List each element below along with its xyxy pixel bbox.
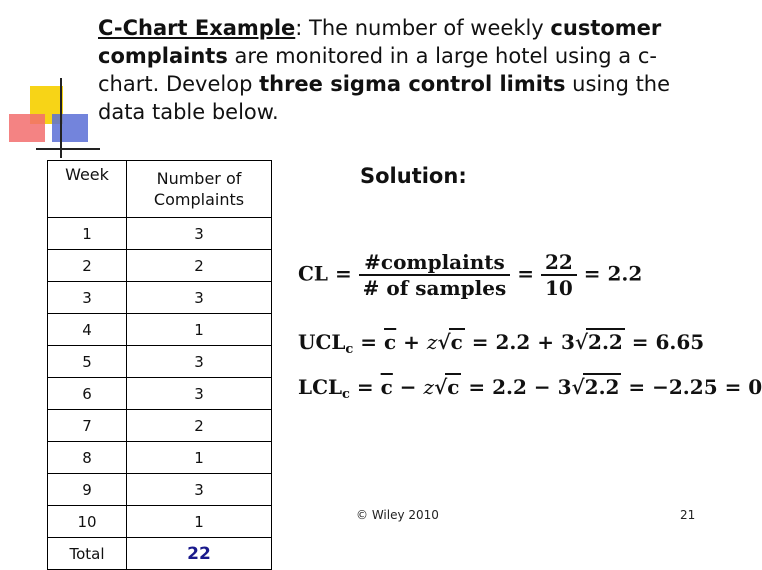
header-complaints-line1: Number of xyxy=(156,169,242,188)
title-text-3: using the data table below. xyxy=(98,72,671,124)
week-cell: 1 xyxy=(48,218,127,250)
lcl-sqrt-c: c xyxy=(447,375,460,399)
logo-vertical-line xyxy=(60,78,62,158)
table-row xyxy=(48,442,272,474)
total-value: 22 xyxy=(127,538,272,570)
ucl-equals: = xyxy=(353,330,385,354)
header-week: Week xyxy=(48,161,127,218)
lcl-expr: = 2.2 − 3 xyxy=(461,375,572,399)
cl-denominator: # of samples xyxy=(362,276,507,300)
table-row xyxy=(48,282,272,314)
header-complaints-line2: Complaints xyxy=(153,190,245,209)
count-cell: 1 xyxy=(127,314,272,346)
count-cell: 2 xyxy=(127,250,272,282)
count-cell: 2 xyxy=(127,410,272,442)
page-number: 21 xyxy=(680,508,696,522)
lcl-label: LCL xyxy=(298,375,343,399)
total-label: Total xyxy=(48,538,127,570)
count-cell: 3 xyxy=(127,474,272,506)
title-example-label: C-Chart Example xyxy=(98,16,296,40)
ucl-sqrt-c: c xyxy=(450,330,463,354)
logo-red-square xyxy=(9,114,45,142)
table-row xyxy=(48,250,272,282)
slide-title xyxy=(98,14,708,126)
week-cell: 8 xyxy=(48,442,127,474)
table-row xyxy=(48,218,272,250)
table-row xyxy=(48,410,272,442)
ucl-subscript: c xyxy=(345,342,354,357)
count-cell: 3 xyxy=(127,218,272,250)
lcl-subscript: c xyxy=(342,387,350,402)
week-cell: 7 xyxy=(48,410,127,442)
ucl-result: = 6.65 xyxy=(624,330,705,354)
lcl-z: z xyxy=(423,375,435,399)
week-cell: 9 xyxy=(48,474,127,506)
title-text-1: : The number of weekly xyxy=(295,16,551,40)
ucl-label: UCL xyxy=(298,330,346,354)
footer-copyright: © Wiley 2010 xyxy=(356,508,439,522)
count-cell: 1 xyxy=(127,506,272,538)
week-cell: 2 xyxy=(48,250,127,282)
title-bold-limits: three sigma control limits xyxy=(259,72,566,96)
cl-fraction-1 xyxy=(359,250,511,300)
table-header-row xyxy=(48,161,272,218)
week-cell: 5 xyxy=(48,346,127,378)
count-cell: 3 xyxy=(127,282,272,314)
lcl-equals: = xyxy=(349,375,381,399)
table-row xyxy=(48,474,272,506)
week-cell: 3 xyxy=(48,282,127,314)
table-row xyxy=(48,378,272,410)
table-row xyxy=(48,314,272,346)
lcl-sqrt-value: 2.2 xyxy=(584,375,620,399)
cl-numerator-2: 22 xyxy=(541,250,577,276)
count-cell: 1 xyxy=(127,442,272,474)
table-row xyxy=(48,346,272,378)
cl-numerator: #complaints xyxy=(359,250,511,276)
count-cell: 3 xyxy=(127,346,272,378)
cl-equals: = xyxy=(517,261,534,286)
lcl-formula: $LCL_c = \overline{c} - z√c = 2.2 - 3√2.2 = -2.25 = 0$ xyxy=(298,375,762,402)
ucl-plus: + xyxy=(396,330,427,354)
logo-blue-square xyxy=(52,114,88,142)
center-line-formula xyxy=(298,250,642,300)
ucl-z: z xyxy=(426,330,438,354)
title-text-2: are monitored in a large hotel using a c-chart. Develop xyxy=(98,44,657,96)
cl-result: = 2.2 xyxy=(583,261,643,286)
lcl-result: = −2.25 = 0 xyxy=(621,375,762,399)
cl-fraction-2 xyxy=(541,250,577,300)
lcl-minus: − xyxy=(392,375,424,399)
table-total-row xyxy=(48,538,272,570)
week-cell: 10 xyxy=(48,506,127,538)
ucl-sqrt-value: 2.2 xyxy=(588,330,623,354)
table-row xyxy=(48,506,272,538)
lcl-cbar: $\overline{c}$ xyxy=(380,375,393,399)
cl-lhs: CL = xyxy=(298,261,352,286)
week-cell: 6 xyxy=(48,378,127,410)
solution-heading: Solution: xyxy=(360,164,467,188)
cl-denominator-2: 10 xyxy=(544,276,573,300)
ucl-formula: $UCL_c = \overline{c} + z√c = 2.2 + 3√2.2 = 6.65$ xyxy=(298,330,705,357)
title-bold-complaints: customer complaints xyxy=(98,16,662,68)
ucl-cbar: $\overline{c}$ xyxy=(384,330,397,354)
logo-horizontal-line xyxy=(36,148,100,150)
ucl-expr: = 2.2 + 3 xyxy=(464,330,575,354)
complaints-table xyxy=(47,160,272,570)
header-complaints xyxy=(127,161,272,218)
count-cell: 3 xyxy=(127,378,272,410)
week-cell: 4 xyxy=(48,314,127,346)
